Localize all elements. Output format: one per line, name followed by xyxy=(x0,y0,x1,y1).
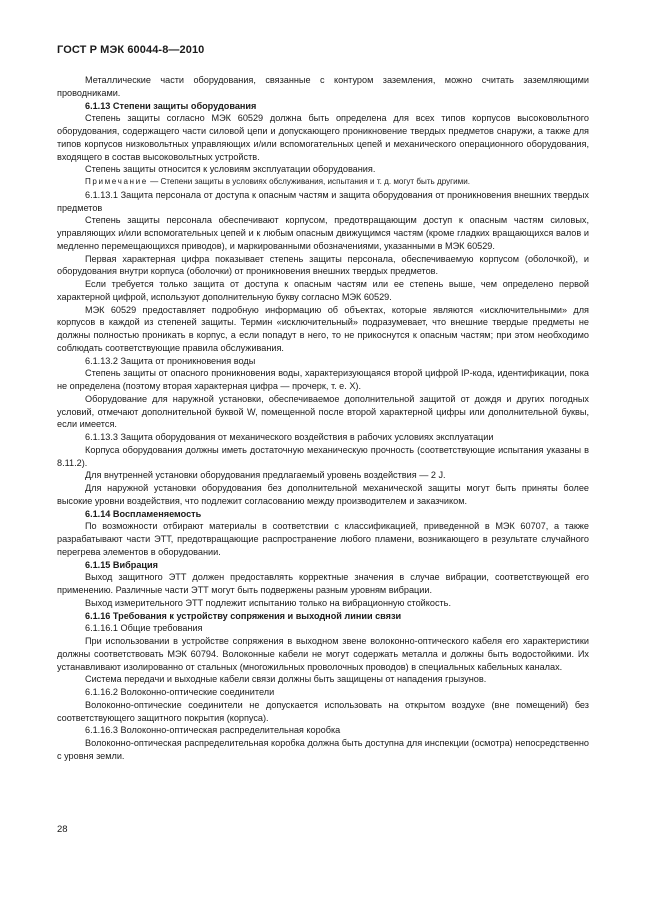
paragraph: Выход измерительного ЭТТ подлежит испытанию только на вибрационную стойкость. xyxy=(85,597,451,608)
paragraph: Волоконно-оптическая распределительная коробка должна быть доступна для инспекции (осмотра) непосредственно с уровня земли. xyxy=(57,738,589,761)
paragraph: МЭК 60529 предоставляет подробную информацию об объектах, которые являются «исключительными» для корпусов в каждой из степеней защиты. Термин «исключительный» подразумевает, что внешние твердые предметы не должны полностью проникать в корпус, а если попадут в него, то не прикоснутся к опасным частям; при этом необходимо соблюдать соответствующие правила обслуживания. xyxy=(57,304,589,353)
note-paragraph xyxy=(57,176,589,189)
paragraph: Металлические части оборудования, связанные с контуром заземления, можно считать заземляющими проводниками. xyxy=(57,75,589,98)
paragraph: Степень защиты относится к условиям эксплуатации оборудования. xyxy=(85,164,376,175)
paragraph: Корпуса оборудования должны иметь достаточную механическую прочность (соответствующие испытания указаны в 8.11.2). xyxy=(57,444,589,468)
paragraph: Первая характерная цифра показывает степень защиты персонала, обеспечиваемую корпусом (оболочкой), и оборудования внутри корпуса (оболочки) от проникновения внешних твердых предметов. xyxy=(57,253,589,277)
subsection-heading: 6.1.16.2 Волоконно-оптические соединители xyxy=(85,687,275,697)
paragraph: Оборудование для наружной установки, обеспечиваемое дополнительной защитой от дождя и других погодных условий, отмечают дополнительной буквой W, помещенной после второй характерной цифры или дополнительной буквы, если имеется. xyxy=(57,393,589,430)
paragraph: Для наружной установки оборудования без дополнительной механической защиты могут быть приняты более высокие уровни воздействия, что подлежит согласованию между производителем и заказчиком. xyxy=(57,483,589,506)
paragraph: Степень защиты персонала обеспечивают корпусом, предотвращающим доступ к опасным частям силовых, управляющих и/или вспомогательных цепей и к любым опасным движущимся частям (кроме гладких вращающихся валов и медленно перемещающихся приводов), и маркированными обозначениями, указанными в МЭК 60529. xyxy=(57,215,589,251)
subsection-heading: 6.1.16.1 Общие требования xyxy=(85,623,203,634)
paragraph: Система передачи и выходные кабели связи должны быть защищены от нападения грызунов. xyxy=(85,674,487,685)
paragraph: По возможности отбирают материалы в соответствии с классификацией, приведенной в МЭК 60707, а также разрабатывают части ЭТТ, предотвращающие распространение любого пламени, возникающего в результате случайного перегрева элементов в оборудовании. xyxy=(57,521,589,557)
paragraph: Волоконно-оптические соединители не допускается использовать на открытом воздухе (вне помещений) без соответствующего защитного покрытия (корпуса). xyxy=(57,699,589,723)
paragraph: Если требуется только защита от доступа к опасным частям или ее степень выше, чем определено первой характерной цифрой, используют дополнительную букву согласно МЭК 60529. xyxy=(57,279,589,302)
paragraph: Для внутренней установки оборудования предлагаемый уровень воздействия — 2 J. xyxy=(85,470,446,481)
document-page xyxy=(57,44,589,763)
document-header: ГОСТ Р МЭК 60044-8—2010 xyxy=(57,44,205,56)
paragraph: Выход защитного ЭТТ должен предоставлять корректные значения в случае вибрации, соответствующей его применению. Различные части ЭТТ могут быть подвержены разным уровням вибрации. xyxy=(57,572,589,595)
section-heading: 6.1.14 Воспламеняемость xyxy=(85,508,202,519)
subsection-heading: 6.1.13.2 Защита от проникновения воды xyxy=(85,355,256,366)
section-heading: 6.1.13 Степени защиты оборудования xyxy=(85,100,257,111)
page-number: 28 xyxy=(57,824,68,835)
paragraph: Степень защиты от опасного проникновения воды, характеризующаяся второй цифрой IP-кода, идентификации, пока не определена (поэтому вторая характерная цифра — прочерк, т. е. X). xyxy=(57,368,589,391)
subsection-heading: 6.1.13.3 Защита оборудования от механического воздействия в рабочих условиях эксплуатации xyxy=(85,432,494,442)
note-label: Примечание xyxy=(85,177,148,186)
paragraph: Степень защиты согласно МЭК 60529 должна быть определена для всех типов корпусов высоковольтного оборудования, содержащего части силовой цепи и допускающего проникновение твердых предметов снаружи, а также для типов корпусов низковольтных управляющих и/или вспомогательных цепей и механического операционного оборудования, входящего в состав высоковольтных устройств. xyxy=(57,113,589,162)
subsection-heading: 6.1.16.3 Волоконно-оптическая распределительная коробка xyxy=(85,725,341,736)
note-text: — Степени защиты в условиях обслуживания, испытания и т. д. могут быть другими. xyxy=(147,177,470,186)
section-heading: 6.1.15 Вибрация xyxy=(85,559,158,570)
section-heading: 6.1.16 Требования к устройству сопряжения и выходной линии связи xyxy=(85,610,402,621)
paragraph: При использовании в устройстве сопряжения в выходном звене волоконно-оптического кабеля его характеристики должны соответствовать МЭК 60794. Волоконные кабели не могут содержать металла и должны быть водостойкими. Их устанавливают изолированно от стальных (многожильных проволочных проводов) в специальных кабельных каналах. xyxy=(57,636,589,672)
subsection-heading: 6.1.13.1 Защита персонала от доступа к опасным частям и защита оборудования от проникновения внешних твердых предметов xyxy=(57,189,589,213)
